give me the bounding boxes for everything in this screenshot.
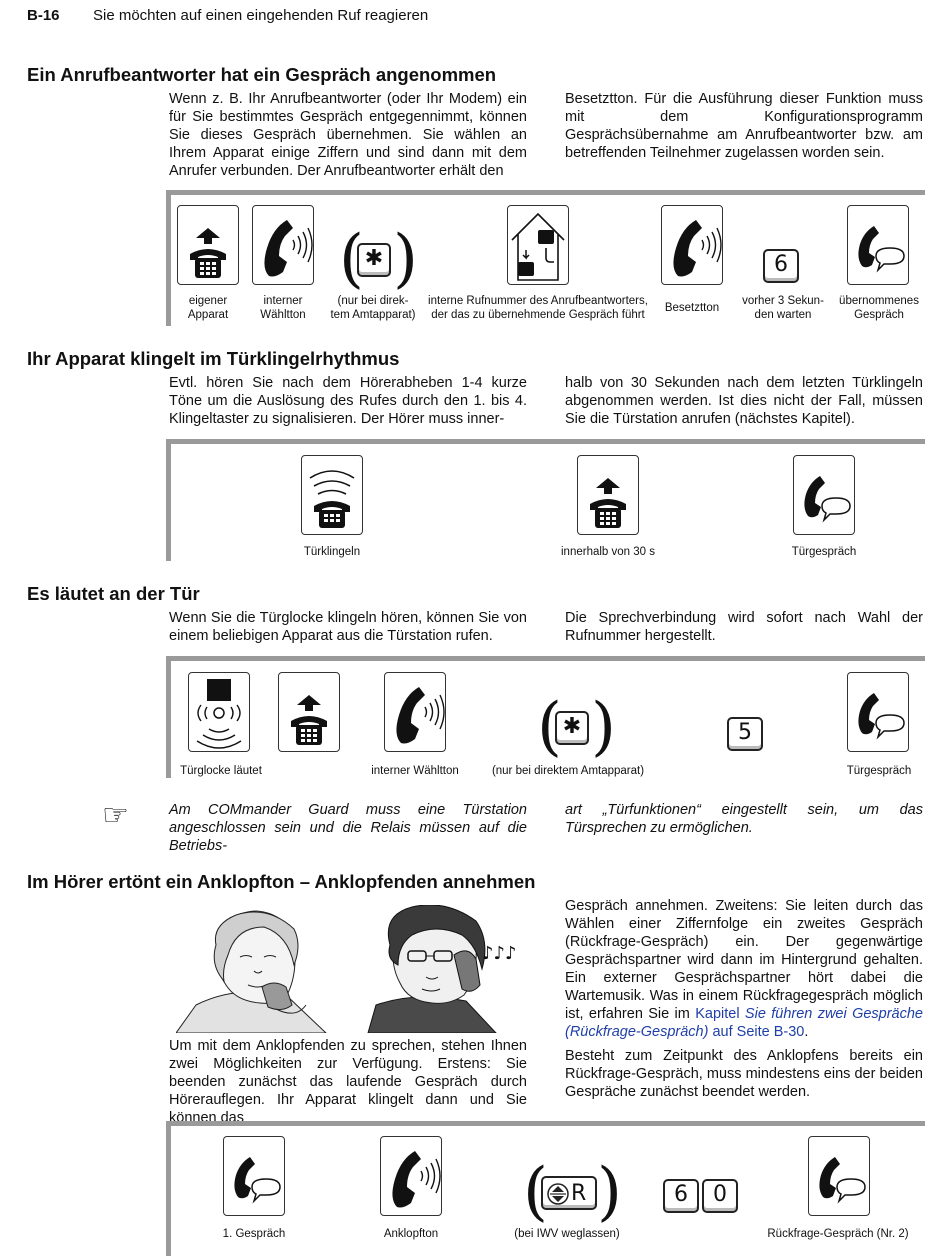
phone-ringing-icon — [301, 455, 363, 535]
paren-right: ) — [591, 690, 616, 764]
recall-key — [541, 1176, 597, 1210]
s1-caption-busy-tone: Besetztton — [664, 302, 720, 314]
s3-caption-door-bell: Türglocke läutet — [180, 765, 262, 777]
s2-caption-within-30s: innerhalb von 30 s — [561, 546, 655, 558]
s4-text-right-2: Besteht zum Zeitpunkt des Anklopfens bereits ein Rückfrage-Gespräch, muss mindestens eins der beiden Gespräche zunächst beendet werden. — [565, 1048, 923, 1100]
link-page-b30[interactable]: auf Seite B-30 — [712, 1024, 805, 1040]
s1-caption-own-phone: eigener Apparat — [187, 295, 229, 321]
s3-caption-door-call: Türgespräch — [846, 765, 912, 777]
handset-conversation-icon — [793, 455, 855, 535]
page-number: B-16 — [27, 7, 60, 24]
s1-text-left: Wenn z. B. Ihr Anrufbeantworter (oder Ihr Modem) ein für Sie bestimmtes Gespräch entgegennimmt, können Sie dieses Gespräch übernehmen. Sie wählen an Ihrem Apparat einige Ziffern und sind dann mit dem Anrufer verbunden. Der Anrufbeantworter erhält den — [169, 91, 527, 179]
s1-procedure-box — [166, 190, 925, 326]
s1-caption-direct-trunk: (nur bei direk- tem Amtapparat) — [330, 295, 416, 321]
link-two-calls[interactable]: Sie führen zwei Gespräche (Rückfrage-Gespräch) — [565, 1006, 923, 1040]
section-heading-door-bell: Es läutet an der Tür — [27, 583, 200, 604]
star-key-icon: ✱ — [555, 711, 589, 745]
s1-caption-answering-machine-number: interne Rufnummer des Anrufbeantworters, der das zu übernehmende Gespräch führt — [428, 295, 648, 321]
house-phones-icon — [507, 205, 569, 285]
s4-caption-skip-iwv: (bei IWV weglassen) — [514, 1228, 620, 1240]
s3-caption-direct-trunk: (nur bei direktem Amtapparat) — [491, 765, 645, 777]
s3-caption-internal-dialtone: interner Wähltton — [371, 765, 459, 777]
s4-text-right: Gespräch annehmen. Zweitens: Sie leiten durch das Wählen einer Ziffernfolge ein zweites Gespräch (Rückfrage-Gespräch) ein. Der gegenwärtige Gesprächspartner wird dann im Hintergrund gehalten. Ein externer Gesprächspartner hört dabei die Wartemusik. Was in einem Rückfragegespräch möglich ist, erfahren Sie im Kapitel Sie führen zwei Gespräche (Rückfrage-Gespräch) auf Seite B-30. Besteht zum Zeitpunkt des Anklopfens bereits ein Rückfrage-Gespräch, muss mindestens eins der beiden Gespräche zunächst beendet werden. — [565, 898, 923, 1100]
svg-text:♪♪♪: ♪♪♪ — [482, 943, 517, 964]
page-header-title: Sie möchten auf einen eingehenden Ruf reagieren — [93, 7, 429, 24]
handset-conversation-icon — [847, 205, 909, 285]
handset-conversation-icon — [847, 672, 909, 752]
s2-caption-door-ring: Türklingeln — [303, 546, 361, 558]
digit-key-0: 0 — [702, 1179, 738, 1213]
section-heading-call-waiting: Im Hörer ertönt ein Anklopfton – Anklopfenden annehmen — [27, 871, 536, 892]
s2-caption-door-call: Türgespräch — [791, 546, 857, 558]
s2-procedure-box — [166, 439, 925, 561]
paren-left: ( — [339, 222, 364, 296]
s3-text-left: Wenn Sie die Türglocke klingeln hören, können Sie von einem beliebigen Apparat aus die Türstation rufen. — [169, 610, 527, 644]
s4-caption-consultation-call: Rückfrage-Gespräch (Nr. 2) — [767, 1228, 909, 1240]
s2-text-right: halb von 30 Sekunden nach dem letzten Türklingeln abgenommen werden. Ist dies nicht der Fall, müssen Sie die Türstation anrufen (nächstes Kapitel). — [565, 375, 923, 427]
digit-key-6: 6 — [663, 1179, 699, 1213]
up-down-arrows-icon — [547, 1183, 569, 1205]
star-key-icon: ✱ — [357, 243, 391, 277]
note-text-right: art „Türfunktionen“ eingestellt sein, um das Türsprechen zu ermöglichen. — [565, 802, 923, 836]
paren-left: ( — [523, 1155, 548, 1229]
s4-text-left: Um mit dem Anklopfenden zu sprechen, stehen Ihnen zwei Möglichkeiten zur Verfügung. Erstens: Sie beenden zunächst das laufende Gespräch durch Hörerauflegen. Ihr Apparat klingelt dann und Sie können das — [169, 1038, 527, 1126]
pointing-hand-icon: ☞ — [102, 798, 129, 833]
s4-caption-first-call: 1. Gespräch — [222, 1228, 286, 1240]
phone-lift-icon — [577, 455, 639, 535]
phone-lift-icon — [278, 672, 340, 752]
s1-text-right: Besetztton. Für die Ausführung dieser Funktion muss mit dem Konfigurationsprogramm Gesprächsübernahme am Anrufbeantworter bzw. am betreffenden Teilnehmer zugelassen worden sein. — [565, 91, 923, 161]
paren-right: ) — [393, 222, 418, 296]
s4-procedure-box — [166, 1121, 925, 1256]
digit-key-6: 6 — [763, 249, 799, 283]
handset-busy-tone-icon — [661, 205, 723, 285]
s2-text-left: Evtl. hören Sie nach dem Hörerabheben 1-4 kurze Töne um die Auslösung des Rufes durch den 1. bis 4. Klingeltaster zu signalisieren. Der Hörer muss inner- — [169, 375, 527, 427]
phone-lift-icon — [177, 205, 239, 285]
handset-tone-icon — [384, 672, 446, 752]
section-heading-door-ring-rhythm: Ihr Apparat klingelt im Türklingelrhythmus — [27, 348, 400, 369]
call-waiting-illustration — [176, 905, 522, 1033]
handset-tone-icon — [252, 205, 314, 285]
s1-caption-internal-dialtone: interner Wähltton — [260, 295, 306, 321]
s3-text-right: Die Sprechverbindung wird sofort nach Wahl der Rufnummer hergestellt. — [565, 610, 923, 644]
s4-caption-call-waiting-tone: Anklopfton — [383, 1228, 439, 1240]
handset-conversation-icon — [808, 1136, 870, 1216]
digit-key-5: 5 — [727, 717, 763, 751]
paren-left: ( — [537, 690, 562, 764]
paren-right: ) — [597, 1155, 622, 1229]
s1-caption-wait-3-seconds: vorher 3 Sekun- den warten — [742, 295, 824, 321]
section-heading-answering-machine: Ein Anrufbeantworter hat ein Gespräch angenommen — [27, 64, 497, 85]
handset-tone-icon — [380, 1136, 442, 1216]
note-text-left: Am COMmander Guard muss eine Türstation angeschlossen sein und die Relais müssen auf die Betriebs- — [169, 802, 527, 854]
s1-caption-taken-call: übernommenes Gespräch — [839, 295, 919, 321]
door-bell-icon — [188, 672, 250, 752]
s3-procedure-box — [166, 656, 925, 778]
recall-key-label: R — [571, 1181, 587, 1206]
handset-conversation-icon — [223, 1136, 285, 1216]
link-chapter[interactable]: Kapitel — [695, 1006, 740, 1022]
